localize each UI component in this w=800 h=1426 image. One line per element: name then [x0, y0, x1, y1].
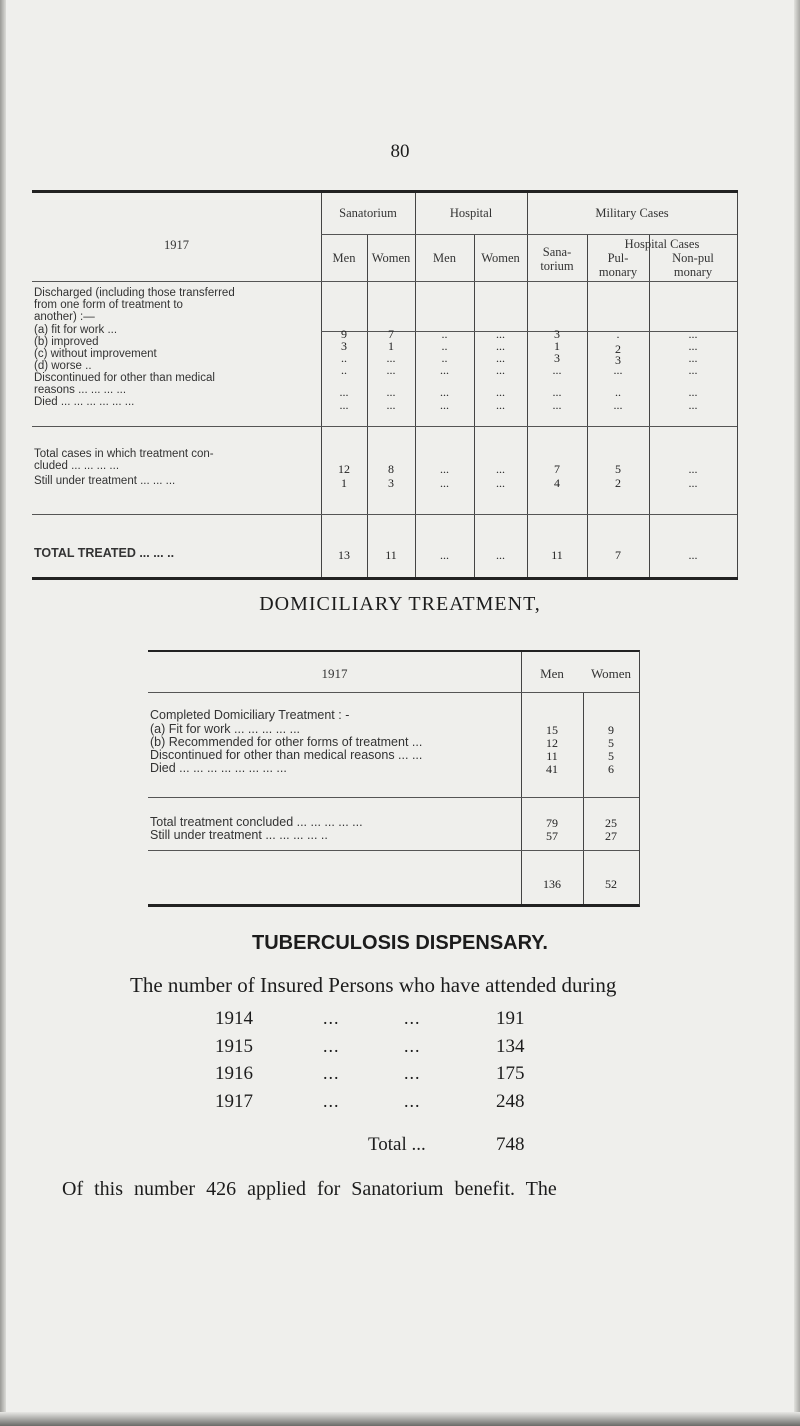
leader-dots: ...: [323, 1091, 340, 1111]
group-header-sanatorium: Sanatorium: [339, 206, 397, 220]
col-header: Women: [481, 251, 520, 265]
total-cell: 7: [615, 548, 621, 562]
attendance-count: 248: [496, 1091, 525, 1112]
page-number: 80: [390, 141, 410, 162]
year-header: 1917: [164, 238, 189, 252]
leader-dots: ...: [404, 1091, 421, 1111]
total-cell: 52: [605, 877, 617, 891]
total-cell: ...: [496, 548, 505, 562]
table-cell: 1: [341, 476, 347, 490]
table-cell: ...: [688, 385, 698, 399]
table-cell: 5: [608, 736, 614, 750]
table-cell: 3: [388, 476, 394, 490]
row-rule: [148, 850, 639, 851]
closing-text: Of this number 426 applied for Sanatorium benefit. The: [62, 1178, 557, 1200]
row-label: Total treatment concluded ... ... ... ... ...: [150, 815, 363, 829]
table-cell: ...: [613, 363, 623, 377]
leader-dots: ...: [404, 1008, 421, 1028]
row-label: (b) improved: [34, 336, 99, 348]
table-cell: ...: [386, 363, 396, 377]
row-label: Total cases in which treatment con-: [34, 448, 214, 460]
table-cell: 9: [341, 327, 347, 341]
table-cell: ...: [440, 476, 449, 490]
col-rule: [737, 193, 738, 577]
table-cell: 1: [388, 339, 394, 353]
total-cell: 11: [385, 548, 397, 562]
col-header: Sana- torium: [540, 245, 574, 274]
table-cell: ...: [613, 398, 623, 412]
row-label: (b) Recommended for other forms of treatment ...: [150, 735, 423, 749]
col-header: Women: [590, 666, 632, 681]
leader-dots: ...: [323, 1008, 340, 1028]
year-label: 1914: [215, 1008, 253, 1029]
table-cell: ...: [688, 462, 698, 476]
col-header: Men: [540, 666, 564, 681]
table-cell: ...: [386, 385, 396, 399]
table-cell: 5: [608, 749, 614, 763]
table-cell: ...: [496, 462, 505, 476]
row-rule: [32, 426, 737, 427]
row-label: (a) Fit for work ... ... ... ... ...: [150, 722, 301, 736]
row-label: Still under treatment ... ... ...: [34, 475, 176, 487]
intro-text: The number of Insured Persons who have attended during: [130, 973, 617, 997]
row-rule: [32, 514, 737, 515]
col-header: Women: [371, 251, 411, 265]
domiciliary-table: [148, 650, 640, 907]
table-cell: 2: [615, 476, 621, 490]
col-rule: [521, 652, 522, 904]
row-label: cluded ... ... ... ...: [34, 460, 120, 472]
table-cell: 6: [608, 762, 614, 776]
table-cell: ...: [440, 363, 449, 377]
total-value: 748: [496, 1134, 525, 1155]
table-cell: 1: [554, 339, 560, 353]
table-cell: ..: [615, 385, 621, 399]
section-label: from one form of treatment to: [34, 299, 183, 311]
dispensary-title: TUBERCULOSIS DISPENSARY.: [252, 932, 548, 954]
row-rule: [32, 281, 737, 282]
table-cell: ..: [341, 351, 347, 365]
table-cell: 3: [615, 353, 621, 367]
col-header: Non-pul monary: [672, 251, 714, 280]
leader-dots: ...: [323, 1063, 340, 1083]
row-label: Discontinued for other than medical: [34, 372, 215, 384]
row-rule: [148, 797, 639, 798]
row-label: (d) worse ..: [34, 360, 92, 372]
table-cell: ...: [440, 385, 449, 399]
table-cell: 15: [546, 723, 558, 737]
col-header: Men: [433, 251, 456, 265]
year-label: 1917: [215, 1091, 253, 1112]
section-label: Discharged (including those transferred: [34, 287, 235, 299]
table-cell: 12: [338, 462, 350, 476]
table-cell: 12: [546, 736, 558, 750]
row-label: Still under treatment ... ... ... ... ..: [150, 828, 328, 842]
domiciliary-title: DOMICILIARY TREATMENT,: [259, 593, 541, 615]
row-label: (a) fit for work ...: [34, 324, 118, 336]
col-header: Pul- monary: [598, 251, 638, 280]
table-cell: ...: [496, 327, 505, 341]
total-cell: 13: [338, 548, 350, 562]
table-cell: ...: [688, 363, 698, 377]
row-rule: [321, 234, 737, 235]
table-cell: ...: [552, 363, 562, 377]
leader-dots: ...: [404, 1036, 421, 1056]
table-cell: ...: [496, 363, 505, 377]
table-cell: ...: [440, 462, 449, 476]
table-cell: ..: [341, 363, 347, 377]
table-cell: 3: [341, 339, 347, 353]
table-cell: ...: [688, 398, 698, 412]
table-cell: 5: [615, 462, 621, 476]
section-label: Completed Domiciliary Treatment : -: [150, 708, 350, 722]
table-cell: ...: [552, 398, 562, 412]
table-cell: 8: [388, 462, 394, 476]
table-cell: 27: [605, 829, 617, 843]
table-cell: ...: [339, 398, 349, 412]
table-cell: 79: [546, 816, 558, 830]
table-cell: ...: [496, 339, 505, 353]
total-cell: 11: [551, 548, 563, 562]
total-row-label: TOTAL TREATED ... ... ..: [34, 546, 175, 560]
table-cell: ...: [496, 351, 505, 365]
table-cell: 2: [615, 342, 621, 356]
table-cell: ...: [440, 398, 449, 412]
row-label: reasons ... ... ... ...: [34, 384, 127, 396]
row-label: Died ... ... ... ... ... ... ... ...: [150, 761, 287, 775]
year-label: 1916: [215, 1063, 253, 1084]
table-cell: 25: [605, 816, 617, 830]
page-edge-right: [794, 0, 800, 1426]
table-cell: ...: [496, 385, 505, 399]
table-cell: ...: [688, 351, 698, 365]
table-cell: ...: [386, 398, 396, 412]
col-header: Men: [332, 251, 356, 265]
table-cell: 41: [546, 762, 558, 776]
leader-dots: ...: [404, 1063, 421, 1083]
hospital-cases-header: Hospital Cases: [624, 237, 700, 251]
total-cell: ...: [440, 548, 449, 562]
table-cell: ...: [496, 398, 505, 412]
table-cell: 9: [608, 723, 614, 737]
sanatorium-table: [32, 190, 738, 580]
section-label: another) :—: [34, 311, 95, 323]
attendance-count: 175: [496, 1063, 525, 1084]
table-cell: 4: [554, 476, 560, 490]
row-label: Discontinued for other than medical reasons ... ...: [150, 748, 423, 762]
page-edge-bottom: [0, 1412, 800, 1426]
page-edge-left: [0, 0, 6, 1426]
table-cell: ...: [386, 351, 396, 365]
year-label: 1915: [215, 1036, 253, 1057]
row-label: (c) without improvement: [34, 348, 157, 360]
table-cell: 3: [554, 327, 560, 341]
table-cell: .: [616, 327, 620, 341]
table-cell: 7: [388, 327, 394, 341]
table-cell: ...: [552, 385, 562, 399]
table-cell: 57: [546, 829, 558, 843]
total-cell: ...: [688, 548, 698, 562]
total-cell: 136: [543, 877, 561, 891]
table-cell: ...: [339, 385, 349, 399]
table-cell: 7: [554, 462, 560, 476]
table-cell: ...: [688, 339, 698, 353]
table-cell: ...: [688, 327, 698, 341]
row-rule: [148, 692, 639, 693]
year-header: 1917: [321, 666, 348, 681]
table-cell: ..: [441, 327, 448, 341]
total-label: Total ...: [368, 1134, 426, 1155]
leader-dots: ...: [323, 1036, 340, 1056]
table-cell: ..: [441, 351, 448, 365]
group-header-military: Military Cases: [595, 206, 669, 220]
table-cell: 11: [546, 749, 558, 763]
table-cell: 3: [554, 351, 560, 365]
table-cell: ..: [441, 339, 448, 353]
attendance-count: 191: [496, 1008, 525, 1029]
attendance-count: 134: [496, 1036, 525, 1057]
group-header-hospital: Hospital: [449, 206, 493, 220]
table-cell: ...: [496, 476, 505, 490]
row-label: Died ... ... ... ... ... ...: [34, 396, 135, 408]
table-cell: ...: [688, 476, 698, 490]
